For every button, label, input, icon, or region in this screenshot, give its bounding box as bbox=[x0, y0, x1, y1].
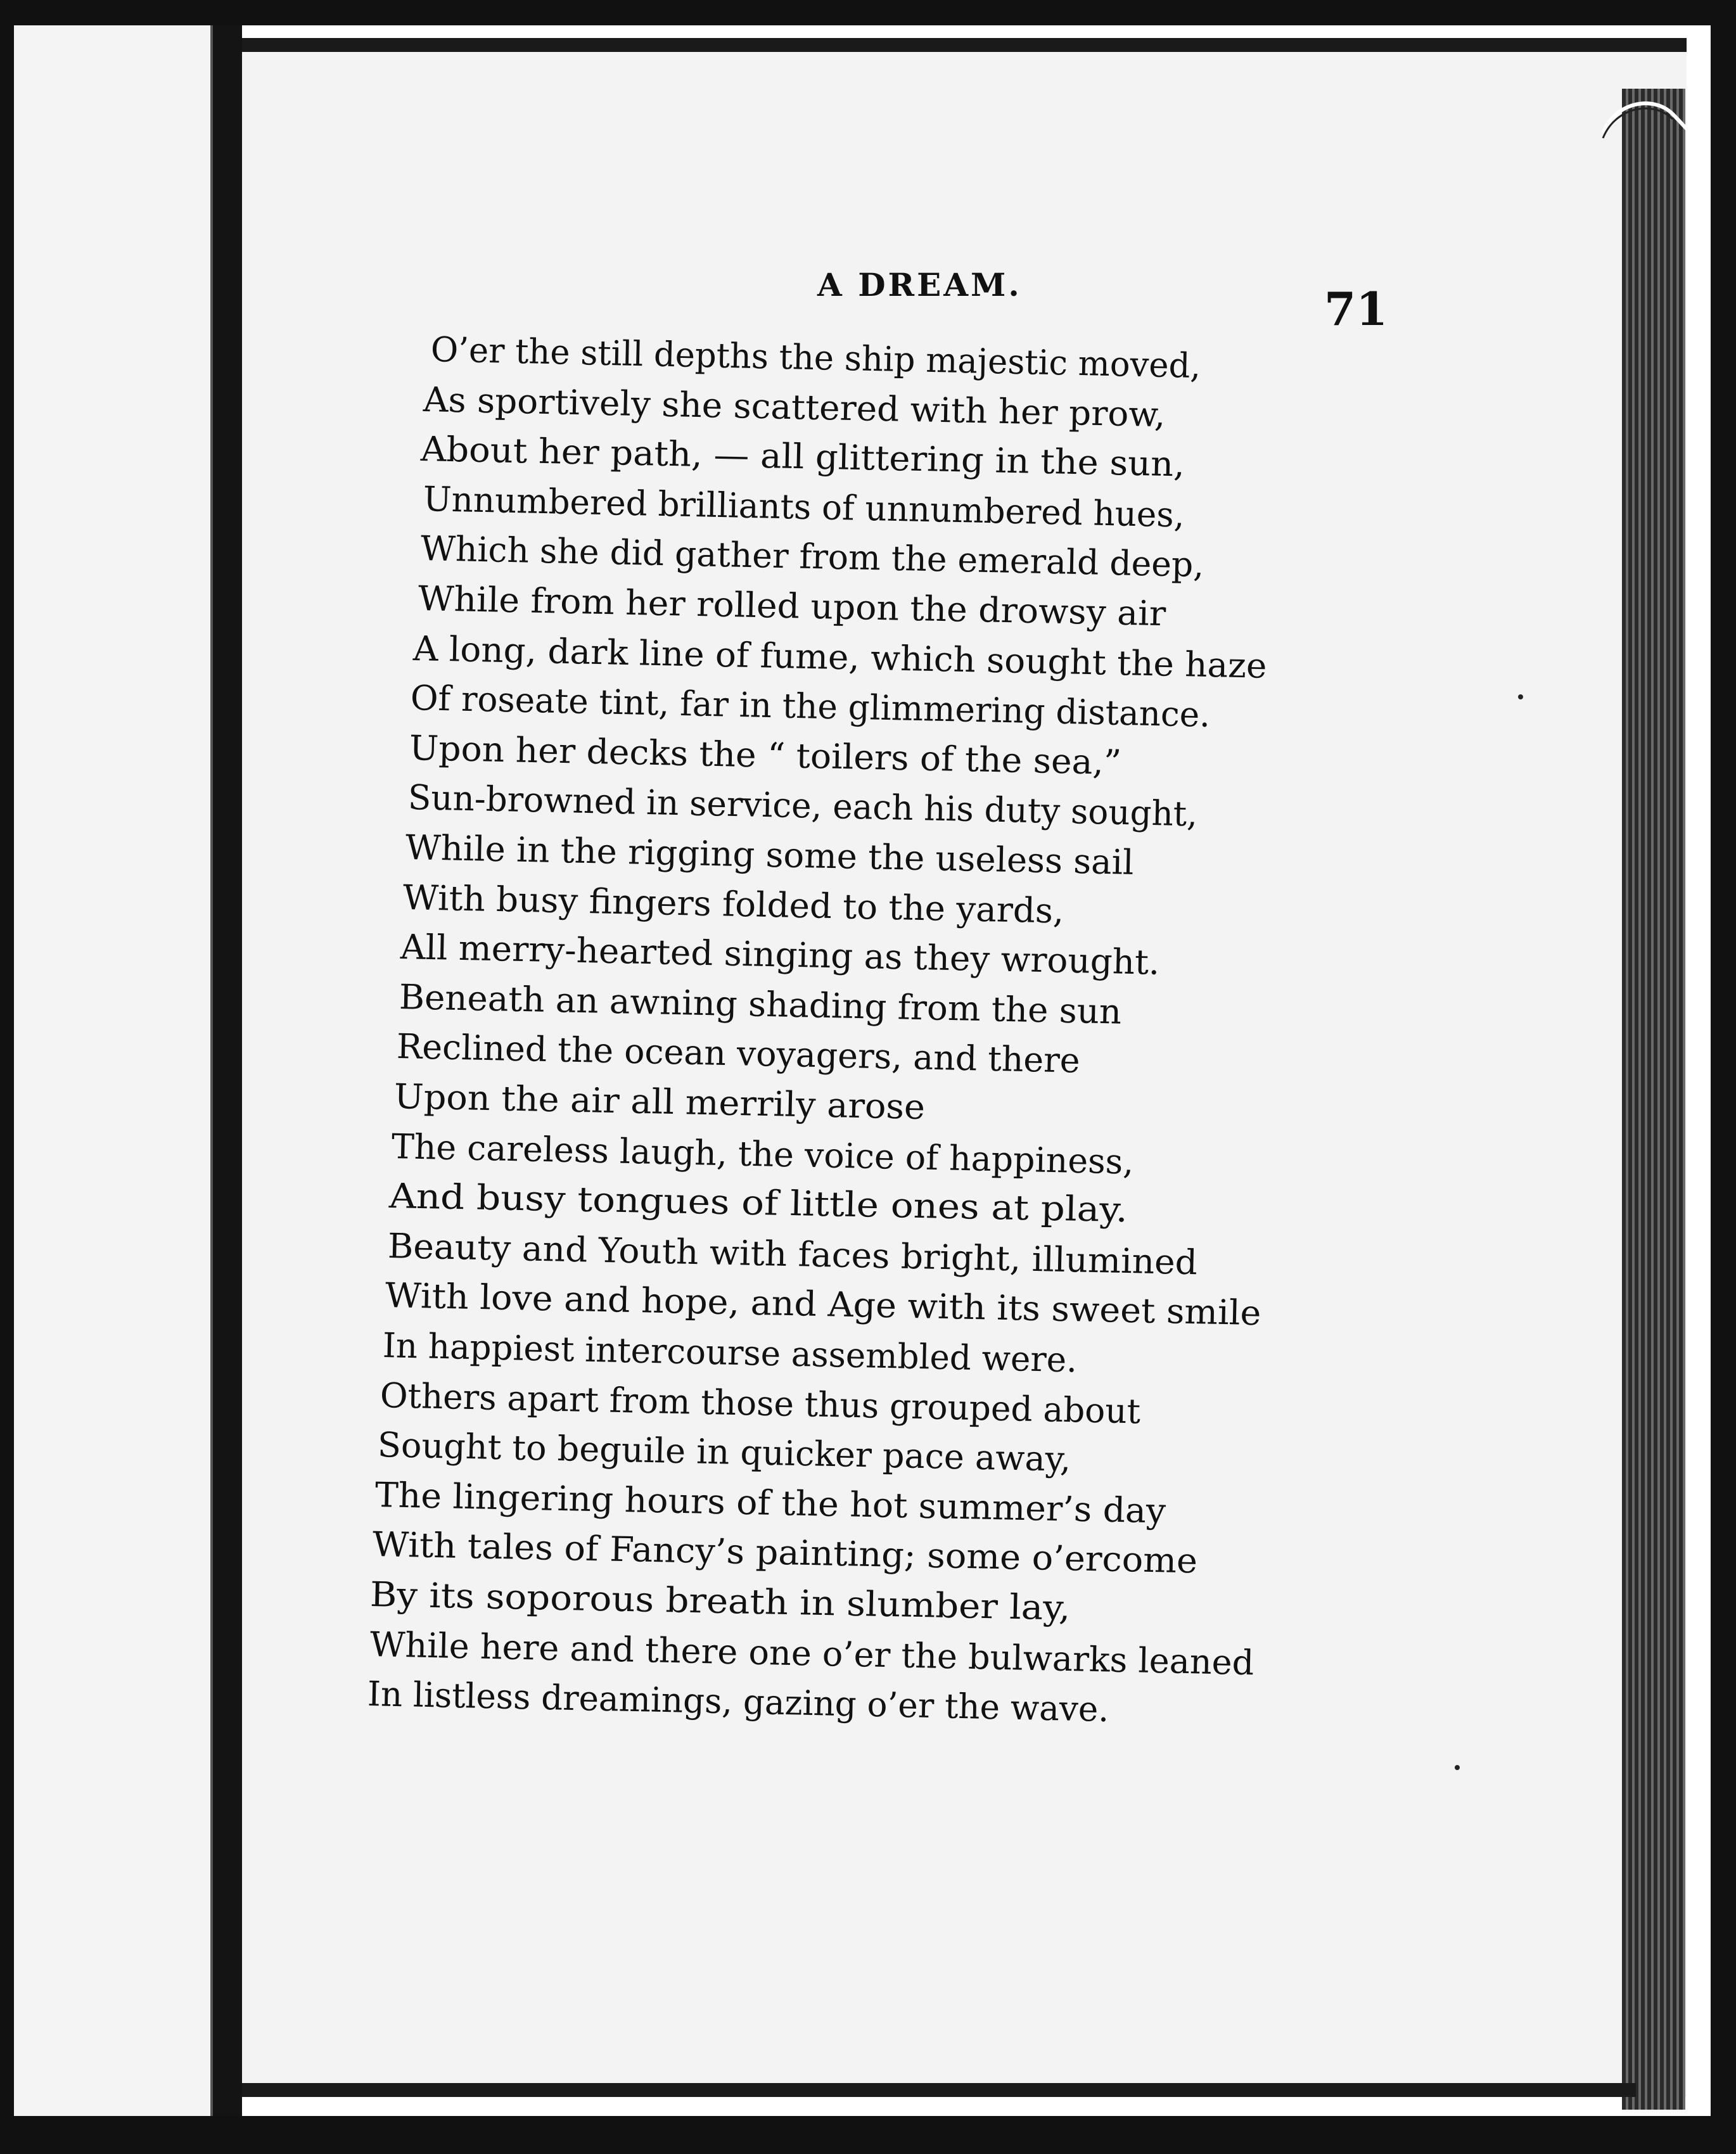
poem-line: While from her rolled upon the drowsy air bbox=[418, 578, 1166, 634]
poem-line: Reclined the ocean voyagers, and there bbox=[396, 1026, 1081, 1081]
poem-line: While here and there one o’er the bulwarks leaned bbox=[369, 1624, 1254, 1683]
poem-line: A long, dark line of fume, which sought the haze bbox=[412, 628, 1268, 686]
poem-line: Unnumbered brilliants of unnumbered hues, bbox=[423, 478, 1185, 535]
scan-speck bbox=[1455, 1765, 1460, 1770]
poem-line: In happiest intercourse assembled were. bbox=[382, 1325, 1078, 1380]
running-head: A DREAM. bbox=[817, 266, 1022, 303]
poem-line: All merry-hearted singing as they wrought. bbox=[400, 927, 1160, 983]
poem-line: Sun-browned in service, each his duty sought, bbox=[407, 777, 1198, 834]
poem-line: About her path, — all glittering in the sun, bbox=[420, 429, 1185, 485]
poem-line: In listless dreamings, gazing o’er the wave. bbox=[367, 1674, 1109, 1730]
scan-border-bottom bbox=[0, 2116, 1736, 2154]
poem-line: O’er the still depths the ship majestic moved, bbox=[430, 329, 1201, 386]
poem-line: The lingering hours of the hot summer’s day bbox=[374, 1474, 1166, 1531]
poem-line: Of roseate tint, far in the glimmering distance. bbox=[410, 678, 1211, 736]
poem-line: Which she did gather from the emerald deep, bbox=[420, 528, 1204, 585]
page-number: 71 bbox=[1324, 282, 1388, 336]
poem-line: With love and hope, and Age with its sweet smile bbox=[385, 1275, 1261, 1334]
poem-line: While in the rigging some the useless sail bbox=[405, 827, 1135, 883]
poem-line: By its soporous breath in slumber lay, bbox=[369, 1574, 1071, 1628]
poem-line: With tales of Fancy’s painting; some o’ercome bbox=[372, 1524, 1198, 1581]
poem-line: Beneath an awning shading from the sun bbox=[399, 976, 1122, 1032]
scan-border-right bbox=[1711, 0, 1736, 2154]
poem-line: Upon her decks the “ toilers of the sea,” bbox=[409, 727, 1122, 782]
scan-speck bbox=[1518, 694, 1523, 699]
poem-line: Upon the air all merrily arose bbox=[393, 1076, 926, 1128]
poem-line: Sought to beguile in quicker pace away, bbox=[377, 1425, 1071, 1480]
poem-line: With busy fingers folded to the yards, bbox=[402, 877, 1064, 931]
poem-line: The careless laugh, the voice of happiness, bbox=[391, 1126, 1134, 1182]
poem-line: As sportively she scattered with her prow, bbox=[423, 379, 1166, 435]
poem-line: Others apart from those thus grouped about bbox=[380, 1375, 1141, 1432]
poem-line: Beauty and Youth with faces bright, illumined bbox=[387, 1225, 1198, 1283]
poem-line: And busy tongues of little ones at play. bbox=[388, 1176, 1128, 1230]
